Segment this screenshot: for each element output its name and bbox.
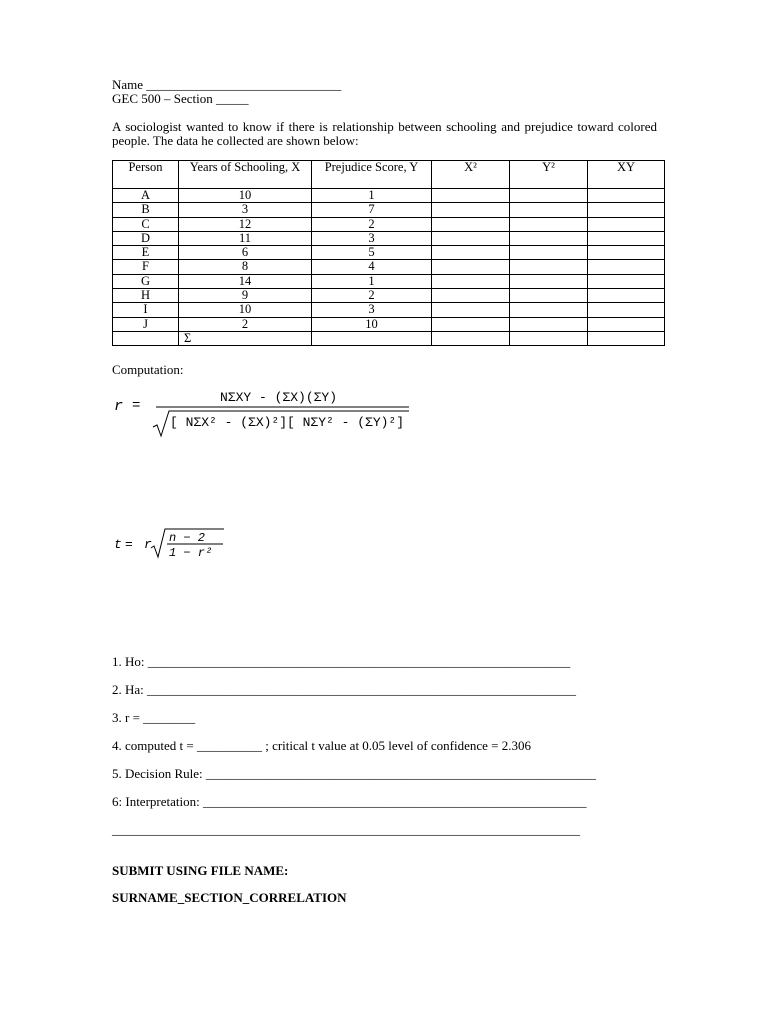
cell-x-squared (432, 203, 510, 217)
table-row (113, 274, 665, 288)
t-denominator: 1 − r² (169, 546, 213, 560)
table-row (113, 317, 665, 331)
table-row (113, 303, 665, 317)
cell-prejudice-score: 3 (312, 231, 432, 245)
header-prejudice-score: Prejudice Score, Y (312, 161, 432, 189)
question-r-value: 3. r = ________ (112, 710, 196, 725)
cell-person: F (113, 260, 179, 274)
cell-y-squared (510, 274, 588, 288)
cell-years-of-schooling: 8 (179, 260, 312, 274)
t-numerator: n − 2 (169, 531, 206, 545)
question-ho: 1. Ho: _________________________________________________________________ (112, 654, 571, 669)
cell-y-squared (510, 317, 588, 331)
table-row (113, 231, 665, 245)
question-computed-t: 4. computed t = __________ ; critical t value at 0.05 level of confidence = 2.306 (112, 738, 531, 753)
cell-prejudice-score: 2 (312, 217, 432, 231)
submit-instruction: SUBMIT USING FILE NAME: (112, 863, 289, 878)
cell-years-of-schooling: 2 (179, 317, 312, 331)
cell-y-squared (510, 203, 588, 217)
cell-years-of-schooling: 12 (179, 217, 312, 231)
cell-xy (588, 303, 665, 317)
question-interpretation: 6: Interpretation: ___________________________________________________________ (112, 794, 587, 809)
t-equals-sign: = (125, 537, 133, 552)
pearson-r-formula-graphic (112, 384, 422, 440)
cell-years-of-schooling: 11 (179, 231, 312, 245)
table-row (113, 203, 665, 217)
header-y-squared: Y² (510, 161, 588, 189)
cell-person: G (113, 274, 179, 288)
r-symbol: r (114, 398, 124, 415)
cell-xy (588, 217, 665, 231)
cell-xy (588, 260, 665, 274)
cell-x-squared (432, 246, 510, 260)
cell-prejudice-score: 1 (312, 274, 432, 288)
cell-prejudice-score: 1 (312, 189, 432, 203)
r-numerator: NΣXY - (ΣX)(ΣY) (220, 390, 338, 405)
cell-xy (588, 231, 665, 245)
cell-y-squared (510, 189, 588, 203)
computation-label: Computation: (112, 362, 184, 377)
cell-x-squared (432, 217, 510, 231)
cell-x-squared (432, 274, 510, 288)
table-row (113, 189, 665, 203)
cell-prejudice-score: 3 (312, 303, 432, 317)
sum-cell-x-squared (432, 331, 510, 345)
table-header-row (113, 161, 665, 189)
cell-prejudice-score: 2 (312, 289, 432, 303)
cell-prejudice-score: 10 (312, 317, 432, 331)
cell-person: E (113, 246, 179, 260)
section-field-label: GEC 500 – Section _____ (112, 91, 249, 106)
cell-x-squared (432, 189, 510, 203)
cell-person: H (113, 289, 179, 303)
header-xy: XY (588, 161, 665, 189)
sum-symbol: Σ (179, 331, 312, 345)
submit-file-name: SURNAME_SECTION_CORRELATION (112, 890, 347, 905)
cell-y-squared (510, 260, 588, 274)
cell-xy (588, 289, 665, 303)
cell-y-squared (510, 246, 588, 260)
problem-statement: A sociologist wanted to know if there is relationship between schooling and prejudice toward colored people. The data he collected are shown below: (112, 119, 657, 148)
sum-cell-xy (588, 331, 665, 345)
cell-person: D (113, 231, 179, 245)
cell-x-squared (432, 231, 510, 245)
cell-xy (588, 317, 665, 331)
table-row (113, 246, 665, 260)
cell-xy (588, 189, 665, 203)
interpretation-continuation-line: ________________________________________________________________________ (112, 822, 580, 837)
cell-prejudice-score: 5 (312, 246, 432, 260)
cell-x-squared (432, 317, 510, 331)
cell-x-squared (432, 260, 510, 274)
sum-cell-y-squared (510, 331, 588, 345)
cell-years-of-schooling: 6 (179, 246, 312, 260)
r-denominator: [ NΣX² - (ΣX)²][ NΣY² - (ΣY)²] (170, 415, 405, 430)
question-decision-rule: 5. Decision Rule: ____________________________________________________________ (112, 766, 596, 781)
cell-years-of-schooling: 9 (179, 289, 312, 303)
cell-person: J (113, 317, 179, 331)
name-field-label: Name ______________________________ (112, 77, 342, 92)
cell-years-of-schooling: 14 (179, 274, 312, 288)
cell-prejudice-score: 7 (312, 203, 432, 217)
t-coef-r: r (144, 537, 152, 552)
question-ha: 2. Ha: __________________________________________________________________ (112, 682, 577, 697)
data-table (112, 160, 665, 346)
cell-y-squared (510, 231, 588, 245)
cell-years-of-schooling: 3 (179, 203, 312, 217)
cell-xy (588, 274, 665, 288)
t-test-formula (112, 526, 242, 563)
header-person: Person (113, 161, 179, 189)
sum-cell-prejudice-score (312, 331, 432, 345)
sum-cell-person (113, 331, 179, 345)
table-sum-row (113, 331, 665, 345)
cell-years-of-schooling: 10 (179, 303, 312, 317)
pearson-r-formula (112, 384, 422, 443)
r-equals-sign: = (132, 398, 141, 414)
cell-prejudice-score: 4 (312, 260, 432, 274)
header-x-squared: X² (432, 161, 510, 189)
cell-x-squared (432, 303, 510, 317)
cell-x-squared (432, 289, 510, 303)
cell-xy (588, 203, 665, 217)
cell-person: C (113, 217, 179, 231)
cell-years-of-schooling: 10 (179, 189, 312, 203)
cell-y-squared (510, 289, 588, 303)
cell-person: A (113, 189, 179, 203)
cell-y-squared (510, 303, 588, 317)
t-test-formula-graphic (112, 526, 242, 560)
table-body (113, 189, 665, 346)
cell-person: B (113, 203, 179, 217)
cell-person: I (113, 303, 179, 317)
table-row (113, 217, 665, 231)
cell-xy (588, 246, 665, 260)
cell-y-squared (510, 217, 588, 231)
header-years-of-schooling: Years of Schooling, X (179, 161, 312, 189)
table-row (113, 260, 665, 274)
table-row (113, 289, 665, 303)
t-symbol: t (114, 537, 122, 552)
